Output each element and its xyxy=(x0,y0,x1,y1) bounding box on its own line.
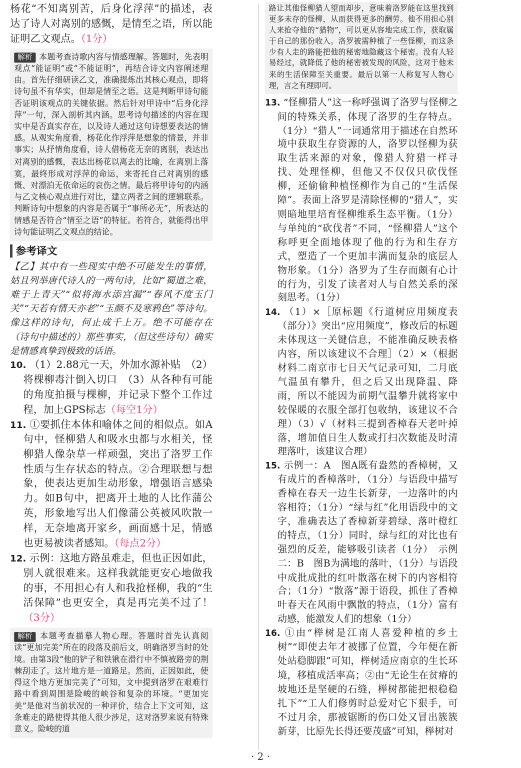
analysis-tag: 解析 xyxy=(14,52,36,62)
analysis-box xyxy=(10,627,213,738)
score: （1分） xyxy=(80,32,113,45)
analysis-box xyxy=(10,48,213,241)
right-column xyxy=(265,2,458,739)
analysis-tag: 解析 xyxy=(14,632,36,642)
page-number: · 2 · xyxy=(250,752,271,763)
analysis-text: 本题考查描摹人物心理。答题时首先认真阅读“更加完美”所在的段落及前后文，明确洛罗当时的处境。由第3段“他的铲子和铁锹在滑行中不慎被路旁的荆棘刮走了。这片地方是一道路足。然而，正因如此，使得这个地方更加完美了”可知，文中提到洛罗在艰难行路中看到周围是险峻的峡谷和复杂的环境。“更加完美”是他对当前状况的一种评价，结合上下文可知，这条难走的路使得其他人很少涉足，这对洛罗来说有特殊意义。险峻的道 xyxy=(14,631,209,735)
section-heading: 参考译文 xyxy=(10,245,213,258)
analysis-continued: 路让其他怪柳猎人望而却步，意味着洛罗能在这里找到更多未存的怪柳，从而获得更多的酬劳。他不用担心别人来抢夺他的“猎物”，可以更从容地完成工作，获取属于自己的那份收入。洛罗被需种植了一些怪柳，而这条少有人走的路能把他的秘密地隐藏这个秘密。没有人轻易经过，就降低了他的秘密被发现的风险，这对于他未来的生活保障至关重要。最后以第一人称复写人物心理，言之有理即可。 xyxy=(265,2,458,94)
q13-answer: 13. “怪柳猎人”这一称呼强调了洛罗与怪柳之间的特殊关系，体现了洛罗的生存特点。（1分）“猎人”一词通常用于描述在自然环境中获取生存资源的人，洛罗以怪柳为获取生活来源的对象，像猎人狩猎一样寻找、处理怪柳，但他又不仅仅只砍伐怪柳，还偷偷种植怪柳作为自己的“生活保障”。表面上洛罗是清除怪柳的“猎人”，实则暗地里培育怪柳维系生态平衡。（1分）与单纯的“砍伐者”不同，“怪柳猎人”这个称呼更全面地体现了他的行为和生存方式，塑造了一个更加丰满而复杂的底层人物形象。（1分）洛罗为了生存而颇有心计的行为，引发了读者对人与自然关系的深刻思考。（1分） xyxy=(265,96,458,304)
left-column xyxy=(10,2,213,741)
score: （每点2分） xyxy=(114,537,167,550)
column-divider xyxy=(258,4,259,750)
q10-answer: 10. （1）2.88元一天，外加水源补贴 （2）将棵柳毒汁倒入切口 （3）从各种有可能的角度拍摄与棵柳，并记录下整个工作过程，加上GPS标志（每空1分） xyxy=(10,359,213,416)
analysis-text: 本题考查诗歌内容与情感理解。答题时，先表明观点“能证明”或“不能证明”，再结合诗文内容阐述理由。首先仔细研读乙文，准确提炼出其核心观点，即将诗句虽不有华实，但却是情至之语。这是判断甲诗句能否证明该观点的关键依据。然后针对甲诗中“后身化浮萍”一句，深入剖析其内涵。思考诗句描述的内容在现实中是否真实存在，以及诗人通过这句诗想要表达的情感。从观实角度看，杨花化作浮萍是想象的情景，并非事实；从抒情角度看，诗人借杨花无奈的离别，表达出对离别的感慨，表达出杨花以离去的比喻，在离别上落寞，最终形成对浮萍的命运，来寄托自己对离别的感慨、对漂泊无依命运的哀伤之情。最后将甲诗句的内涵与乙文核心观点进行对比，建立两者之间的逻辑联系。判断诗句中想象的内容是否属于“事所必无”，所表达的情感是否符合“情至之语”的特征。若符合，就能得出甲诗句能证明乙文观点的结论。 xyxy=(14,52,209,237)
q16-answer: 16. ①由“榉树是江南人喜爱种植的乡土树”“即使去年才被挪了位置，今年便在新处站稳脚跟”可知，榉树适应南京的生长环境，移植成活率高；②由“无论生在贫瘠的坡地还是坚硬的石缝，榉树都能把根稳稳扎下”“工人们修剪时总爱对它下狠手，可不过月余，那被锯断的伤口处又冒出簇簇新芽，比原先长得还要茂盛”可知，榉树对 xyxy=(265,627,458,737)
q15-answer: 15. 示例一：A 图A既有盎然的香樟树，又有成片的香樟落叶，（1分）与语段中描写香樟在春天一边生长新芽，一边落叶的内容相符；（1分）“绿与红”化用语段中的文字，准确表达了香樟新芽碧绿、落叶橙红的特点，（1分）同时，绿与红的对比也有强烈的反差，能够吸引读者（1分） 示例二：B 图B为满地的落叶，（1分）与语段中成批成批的红叶散落在树下的内容相符合；（1分）“散落”源于语段，抓住了香樟叶春天在风雨中飘散的特点，（1分）富有动感，能激发人们的想象（1分） xyxy=(265,460,458,625)
reference-translation: 【乙】其中有一些现实中绝不可能发生的事情，姑且列举唐代诗人的一两句诗，比如“蜀道之难，难于上青天”“似将海水添宫漏”“春风不度玉门关”“天若有情天亦老”“玉颜不及寒鸦色”等诗句。像这样的诗句，何止成千上万。绝不可能存在（诗句中描述的）那些事实，（但这些诗句）确实是情感真挚到极致的话语。 xyxy=(10,261,213,357)
q14-answer: 14. （1）×［原标题《行道树应用频度表（部分）》突出“应用频度”，修改后的标题未体现这一关键信息，不能准确反映表格内容，所以该建议不合理］（2）×（根据材料二南京市七日天气记录可知，二月底气温虽有攀升，但之后又出现降温、降雨，所以不能因为前期气温攀升就将家中较保暖的衣服全部打包收纳，该建议不合理）（3）√（材料三提到香樟春天老叶掉落，增加值日生人数或打扫次数能及时清理落叶，该建议合理） xyxy=(265,306,458,458)
q9-answer-tail: 杨花“不知离别苦，后身化浮萍”的描述，表达了诗人对离别的感慨，是情至之语，所以能证明乙文观点。（1分） xyxy=(10,2,213,45)
score: （3分） xyxy=(23,611,61,624)
score: （每空1分） xyxy=(105,403,163,416)
q12-answer: 12. 示例：这地方路虽难走，但也正因如此，别人就很难来。这样我就能更安心地做我的事，不用担心有人和我抢柽柳，我的“生活保障”也更安全，真是再完美不过了！（3分） xyxy=(10,552,213,624)
q11-answer: 11. ①要抓住本体和喻体之间的相似点。如A句中，怪柳猎人和吸水虫都与水相关，怪柳猎人像杂草一样顽强，突出了洛罗工作性质与生存状态的特点。②合理联想与想象，使表达更加生动形象，增强语言感染力。如B句中，把离开土地的人比作蒲公英，形象地写出人们像蒲公英被风吹散一样，无奈地离开家乡，画面感十足，情感也更易被读者感知。（每点2分） xyxy=(10,418,213,550)
